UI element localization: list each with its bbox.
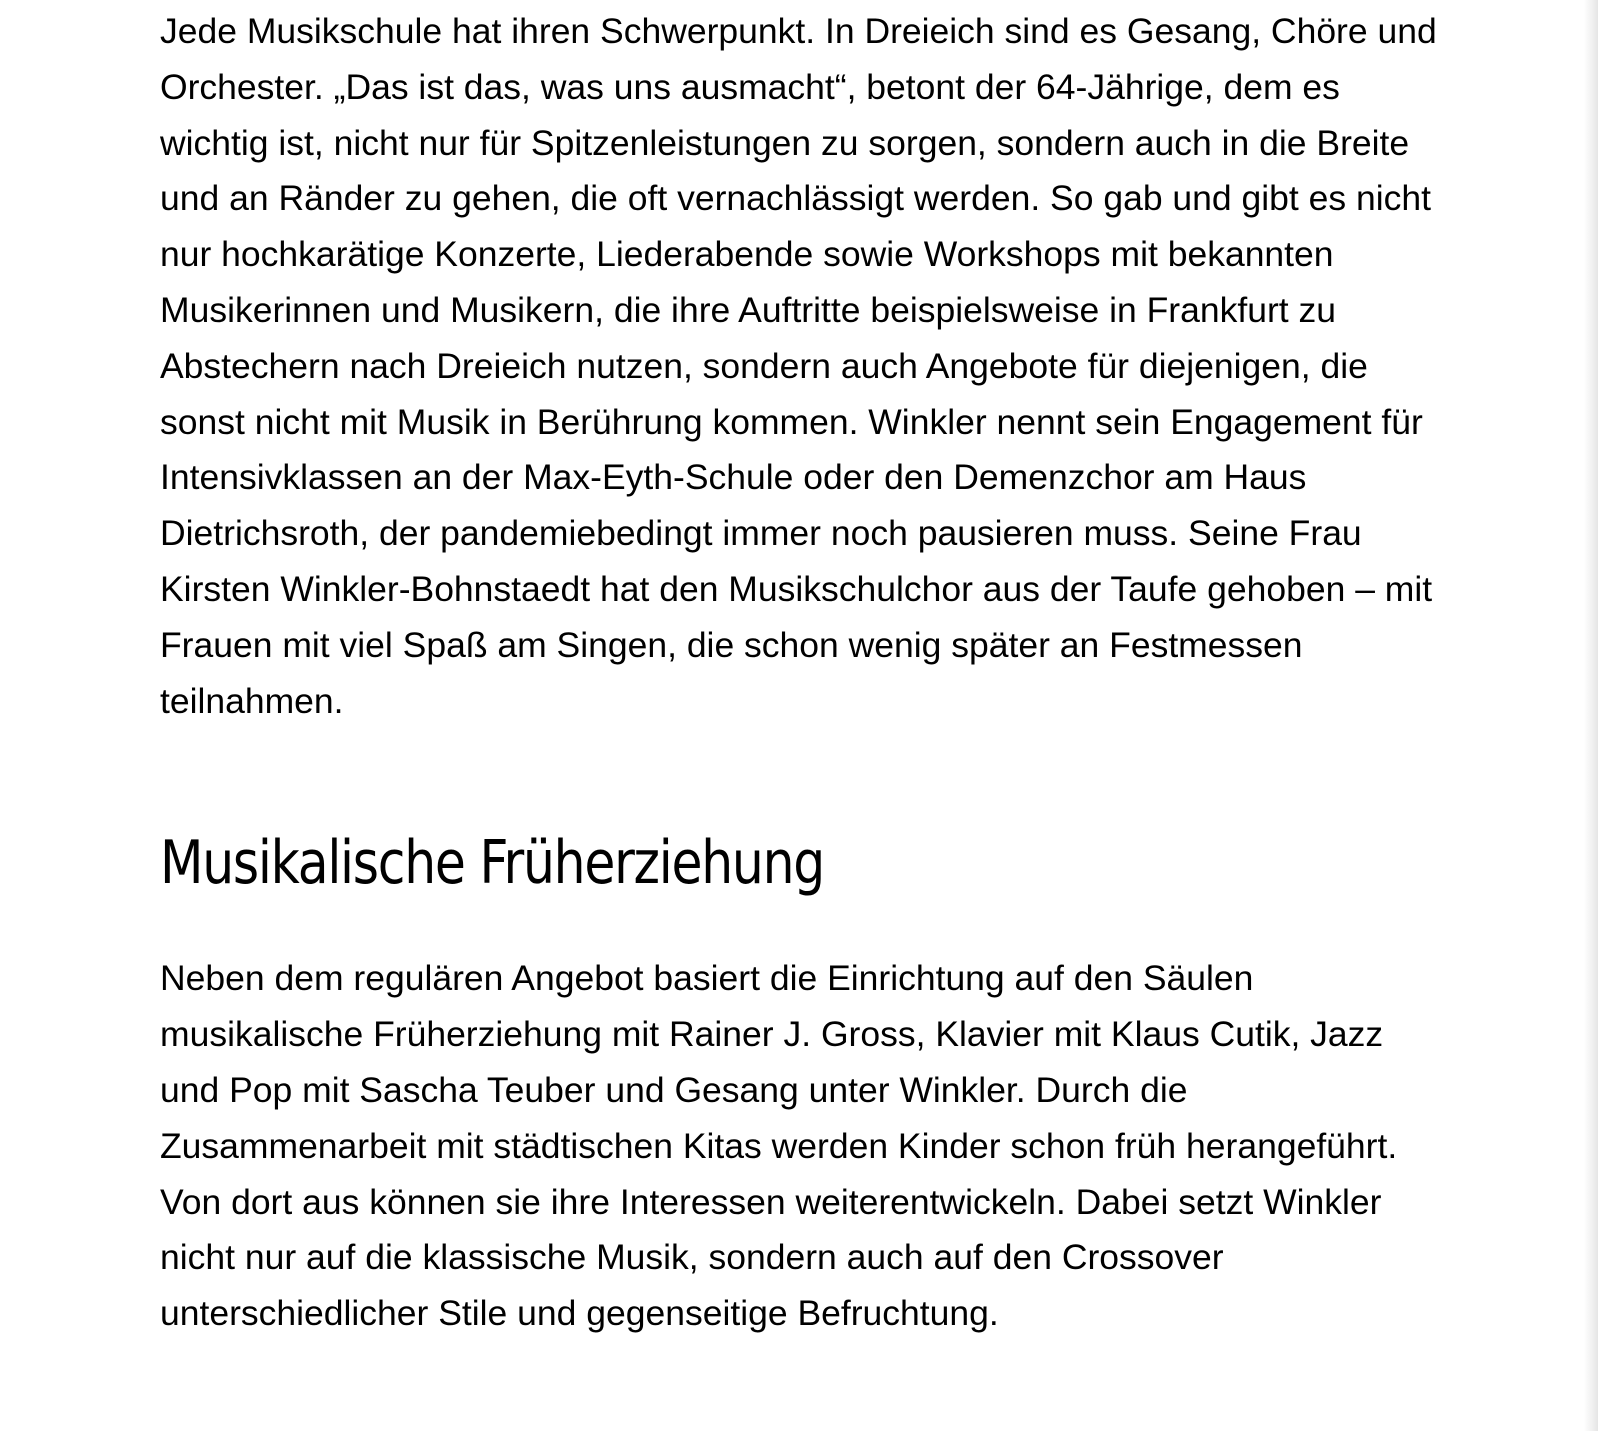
article-paragraph: Neben dem regulären Angebot basiert die Einrichtung auf den Säulen musikalische Früherziehung mit Rainer J. Gross, Klavier mit Klaus Cutik, Jazz und Pop mit Sascha Teuber und Gesang unter Winkler. Durch die Zusammenarbeit mit städtischen Kitas werden Kinder schon früh herangeführt. Von dort aus können sie ihre Interessen weiterentwickeln. Dabei setzt Winkler nicht nur auf die klassische Musik, sondern auch auf den Crossover unterschiedlicher Stile und gegenseitige Befruchtung. — [160, 958, 1398, 1334]
article-paragraph: Jede Musikschule hat ihren Schwerpunkt. In Dreieich sind es Gesang, Chöre und Orchester. „Das ist das, was uns ausmacht“, betont der 64-Jährige, dem es wichtig ist, nicht nur für Spitzenleistungen zu sorgen, sondern auch in die Breite und an Ränder zu gehen, die oft vernachlässigt werden. So gab und gibt es nicht nur hochkarätige Konzerte, Liederabende sowie Workshops mit bekannten Musikerinnen und Musikern, die ihre Auftritte beispielsweise in Frankfurt zu Abstechern nach Dreieich nutzen, sondern auch Angebote für diejenigen, die sonst nicht mit Musik in Berührung kommen. Winkler nennt sein Engagement für Intensivklassen an der Max-Eyth-Schule oder den Demenzchor am Haus Dietrichsroth, der pandemiebedingt immer noch pausieren muss. Seine Frau Kirsten Winkler-Bohnstaedt hat den Musikschulchor aus der Taufe gehoben – mit Frauen mit viel Spaß am Singen, die schon wenig später an Festmessen teilnahmen. — [160, 11, 1437, 721]
article-body — [160, 0, 1450, 1342]
page-edge-shadow — [1584, 0, 1598, 1431]
section-heading: Musikalische Früherziehung — [160, 828, 825, 899]
